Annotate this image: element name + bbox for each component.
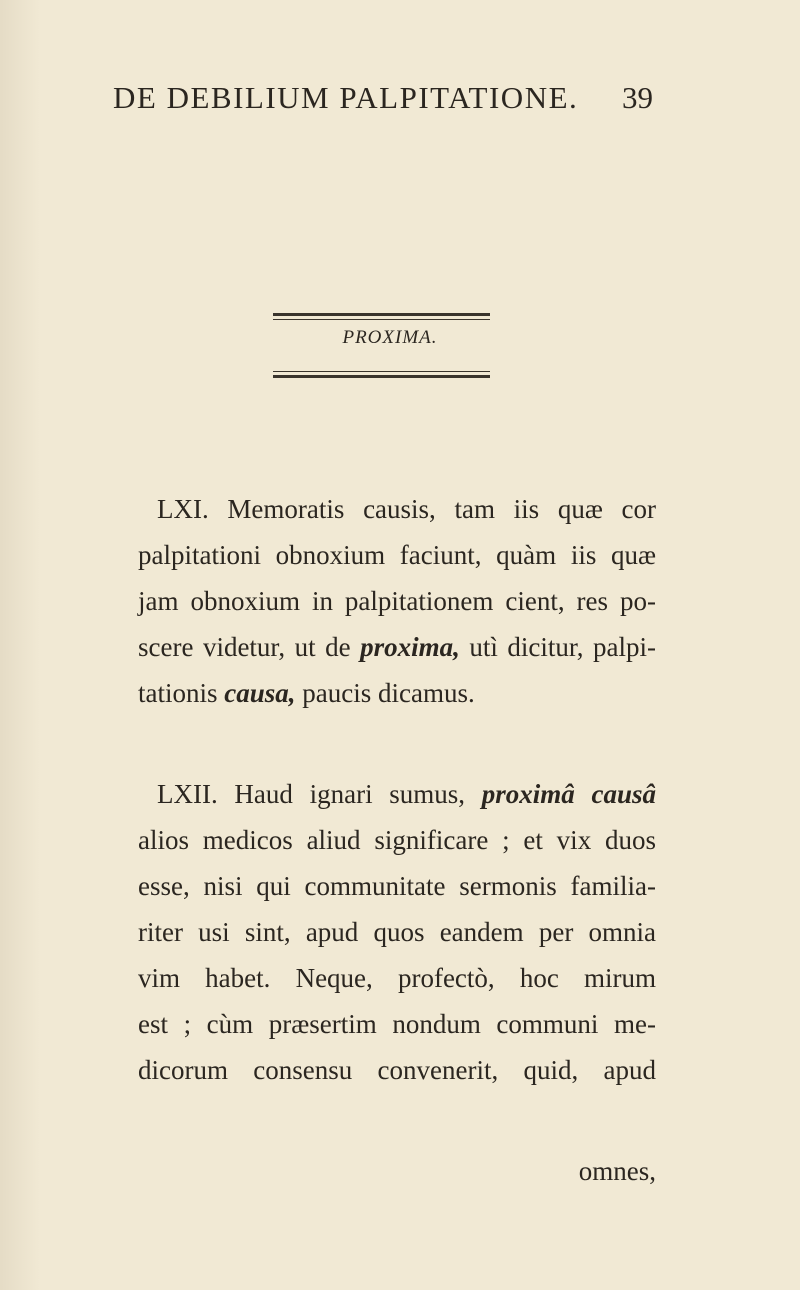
text-line: LXI. Memoratis causis, tam iis quæ cor bbox=[157, 494, 656, 524]
catchword: omnes, bbox=[578, 1156, 656, 1186]
text-line: jam obnoxium in palpitationem cient, res po- bbox=[138, 586, 656, 616]
ornamental-rule-bottom-thin bbox=[273, 371, 490, 372]
paragraph-lxii bbox=[138, 771, 656, 1093]
text-line: dicorum consensu convenerit, quid, apud bbox=[138, 1055, 656, 1085]
text-line: vim habet. Neque, profectò, hoc mirum bbox=[138, 963, 656, 993]
text-run: utì dicitur, palpi- bbox=[459, 632, 656, 662]
text-run: tationis bbox=[138, 678, 225, 708]
text-run: scere videtur, ut de bbox=[138, 632, 361, 662]
text-line: riter usi sint, apud quos eandem per omnia bbox=[138, 917, 656, 947]
ornamental-rule-top bbox=[273, 313, 490, 316]
ornamental-rule-bottom bbox=[273, 375, 490, 378]
text-line: est ; cùm præsertim nondum communi me- bbox=[138, 1009, 656, 1039]
text-line bbox=[138, 670, 656, 716]
ornamental-rule-top-thin bbox=[273, 319, 490, 320]
text-line: palpitationi obnoxium faciunt, quàm iis quæ bbox=[138, 540, 656, 570]
text-line bbox=[138, 624, 656, 670]
text-run: paucis dicamus. bbox=[295, 678, 475, 708]
section-heading: PROXIMA. bbox=[342, 327, 438, 348]
running-head bbox=[113, 80, 653, 120]
text-line: esse, nisi qui communitate sermonis familia- bbox=[138, 871, 656, 901]
text-line: alios medicos aliud significare ; et vix duos bbox=[138, 825, 656, 855]
emphasis-causa: causa, bbox=[224, 678, 296, 708]
emphasis-proxima-causa: proximâ causâ bbox=[481, 779, 656, 809]
text-run: LXII. Haud ignari sumus, bbox=[157, 779, 482, 809]
emphasis-proxima: proxima, bbox=[360, 632, 460, 662]
text-line bbox=[138, 771, 656, 817]
page-number: 39 bbox=[622, 80, 653, 115]
paragraph-lxi bbox=[138, 486, 656, 716]
running-title: DE DEBILIUM PALPITATIONE. bbox=[113, 80, 579, 115]
